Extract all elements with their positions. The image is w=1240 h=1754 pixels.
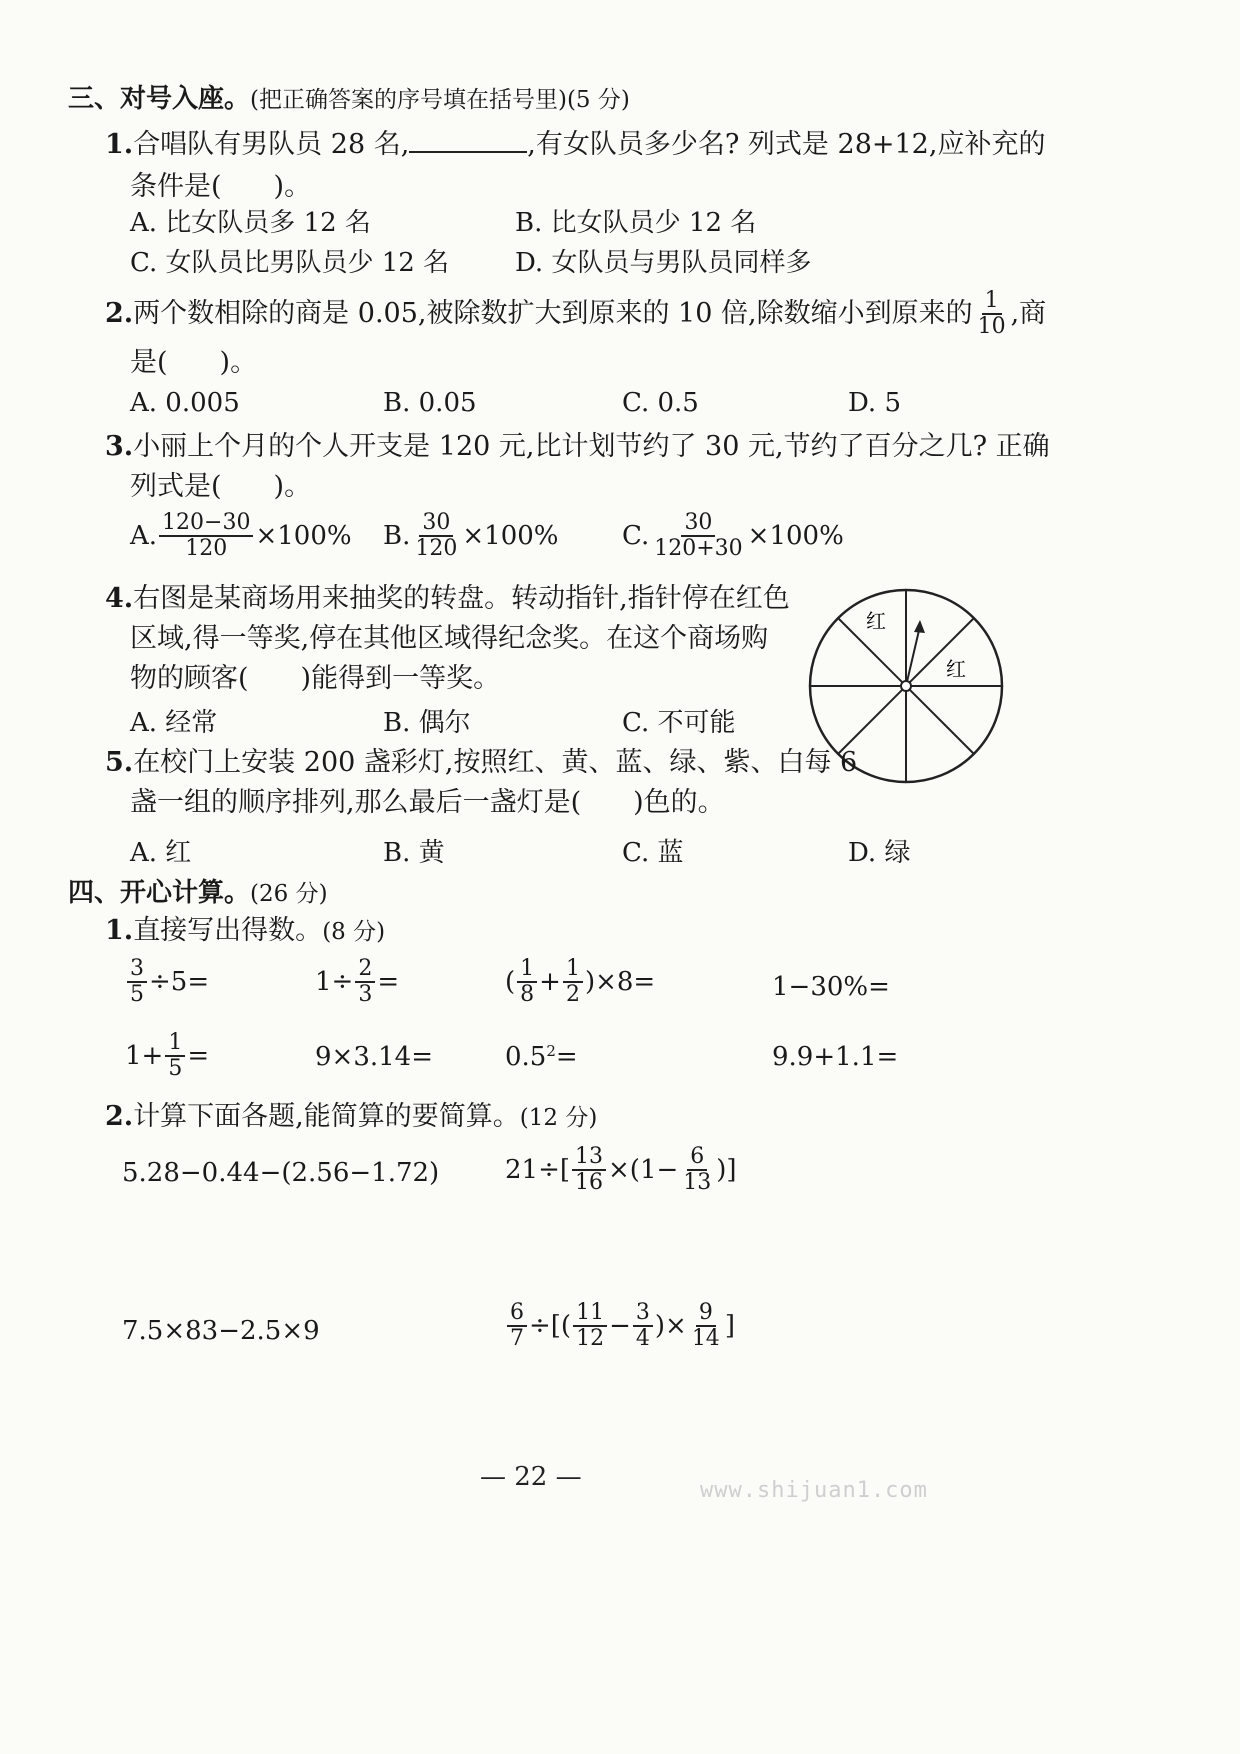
- question-4: [105, 578, 790, 620]
- pointer-pivot: [901, 681, 911, 691]
- option-a: A. 红: [130, 838, 192, 868]
- option-c: C. 0.5: [622, 388, 699, 418]
- quick-calc-5: 1+ $\frac{1}{5}$ =: [125, 1030, 210, 1081]
- part-note: (12 分): [519, 1105, 598, 1131]
- fraction: $\frac{2}{3}$: [355, 958, 375, 1006]
- quick-calc-3: ( $\frac{1}{8}$ + $\frac{1}{2}$ )×8=: [505, 956, 656, 1007]
- question-number: 3.: [105, 431, 134, 462]
- question-text: 条件是(: [130, 171, 222, 202]
- fraction: $\frac{13}{16}$: [572, 1146, 606, 1194]
- fraction: $\frac{1}{2}$: [563, 958, 583, 1006]
- question-text: 列式是(: [130, 471, 222, 502]
- question-text: 右图是某商场用来抽奖的转盘。转动指针,指针停在红色: [133, 583, 790, 614]
- quick-calc-1: $\frac{3}{5}$ ÷5=: [125, 958, 209, 1006]
- question-number: 1.: [105, 129, 134, 160]
- section-4-title: 四、开心计算。: [68, 878, 251, 908]
- option-c: C. $\frac{30}{120+30}$ ×100%: [622, 510, 844, 561]
- question-3: [105, 426, 1050, 468]
- fraction: $\frac{1}{8}$: [517, 958, 537, 1006]
- calc-problem-1: 5.28−0.44−(2.56−1.72): [122, 1158, 440, 1188]
- option-a: A. 经常: [130, 708, 218, 738]
- question-text: 盏一组的顺序排列,那么最后一盏灯是(: [130, 787, 582, 818]
- option-b: B. 黄: [383, 838, 445, 868]
- answer-blank[interactable]: [409, 129, 527, 153]
- fraction: $\frac{11}{12}$: [573, 1302, 607, 1350]
- fraction: $\frac{6}{13}$: [683, 1144, 712, 1195]
- quick-calc-8: 9.9+1.1=: [772, 1042, 899, 1072]
- question-3-line2: [130, 466, 311, 508]
- question-text: )。: [273, 471, 312, 502]
- question-text: 两个数相除的商是 0.05,被除数扩大到原来的 10 倍,除数缩小到原来的: [133, 298, 973, 329]
- option-c: C. 蓝: [622, 838, 684, 868]
- red-sector-label: 红: [946, 657, 966, 681]
- fraction: $\frac{120-30}{120}$: [159, 512, 253, 560]
- red-sector-label: 红: [866, 609, 886, 633]
- calc-problem-2: 21÷[ $\frac{13}{16}$ ×(1− $\frac{6}{13}$ )]: [505, 1144, 737, 1195]
- option-b: B. 比女队员少 12 名: [515, 208, 757, 238]
- option-a: A. $\frac{120-30}{120}$ ×100%: [130, 510, 352, 561]
- question-text: ,商: [1010, 298, 1047, 329]
- option-b: B. $\frac{30}{120}$ ×100%: [383, 510, 559, 561]
- pointer-arrow-icon: [914, 620, 925, 633]
- spinner-pointer: [906, 626, 920, 686]
- page-number: — 22 —: [480, 1462, 582, 1492]
- fraction: $\frac{1}{10}$: [977, 288, 1006, 339]
- quick-calc-7: 0.5 $^2$ =: [505, 1042, 578, 1072]
- section-4-note: (26 分): [250, 881, 328, 907]
- option-a: A. 0.005: [130, 388, 240, 418]
- fraction: $\frac{9}{14}$: [691, 1300, 720, 1351]
- quick-calc-4: 1−30%=: [772, 972, 890, 1002]
- fraction: $\frac{30}{120+30}$: [654, 510, 743, 561]
- section-3-heading: [68, 78, 630, 115]
- question-text: ,有女队员多少名? 列式是 28+12,应补充的: [527, 129, 1046, 160]
- quick-calc-6: 9×3.14=: [315, 1042, 434, 1072]
- question-4-line3: [130, 658, 500, 700]
- option-d: D. 女队员与男队员同样多: [515, 248, 812, 278]
- section-3-note: (把正确答案的序号填在括号里)(5 分): [250, 87, 630, 113]
- option-d: D. 绿: [848, 838, 911, 868]
- question-2: [105, 290, 1046, 338]
- part-title: 直接写出得数。: [133, 915, 323, 946]
- question-1: [105, 124, 1045, 166]
- question-text: 是(: [130, 347, 168, 378]
- question-5: [105, 742, 857, 784]
- option-c: C. 女队员比男队员少 12 名: [130, 248, 450, 278]
- fraction: $\frac{30}{120}$: [415, 510, 458, 561]
- question-text: )能得到一等奖。: [300, 663, 501, 694]
- option-d: D. 5: [848, 388, 901, 418]
- part-2-heading: [105, 1096, 597, 1139]
- option-a: A. 比女队员多 12 名: [130, 208, 371, 238]
- calc-problem-3: 7.5×83−2.5×9: [122, 1316, 320, 1346]
- fraction: $\frac{1}{5}$: [165, 1032, 185, 1080]
- question-text: )。: [219, 347, 258, 378]
- part-number: 2.: [105, 1101, 134, 1132]
- question-number: 5.: [105, 747, 134, 778]
- option-c: C. 不可能: [622, 708, 736, 738]
- question-text: 物的顾客(: [130, 663, 249, 694]
- question-4-line2: 区域,得一等奖,停在其他区域得纪念奖。在这个商场购: [130, 623, 769, 654]
- question-text: 在校门上安装 200 盏彩灯,按照红、黄、蓝、绿、紫、白每 6: [133, 747, 858, 778]
- question-text: )。: [273, 171, 312, 202]
- question-2-line2: [130, 342, 257, 384]
- quick-calc-2: 1÷ $\frac{2}{3}$ =: [315, 956, 400, 1007]
- watermark: www.shijuan1.com: [700, 1478, 928, 1503]
- part-number: 1.: [105, 915, 134, 946]
- option-b: B. 0.05: [383, 388, 477, 418]
- fraction: $\frac{3}{4}$: [633, 1302, 653, 1350]
- question-text: )色的。: [633, 787, 725, 818]
- option-b: B. 偶尔: [383, 708, 471, 738]
- question-text: 小丽上个月的个人开支是 120 元,比计划节约了 30 元,节约了百分之几? 正确: [133, 431, 1050, 462]
- part-title: 计算下面各题,能简算的要简算。: [133, 1101, 520, 1132]
- question-text: 合唱队有男队员 28 名,: [133, 129, 410, 160]
- question-5-line2: [130, 782, 725, 824]
- fraction: $\frac{3}{5}$: [127, 958, 147, 1006]
- fraction: $\frac{6}{7}$: [507, 1302, 527, 1350]
- calc-problem-4: $\frac{6}{7}$ ÷[( $\frac{11}{12}$ − $\frac{3}{4}$ )× $\frac{9}{14}$ ]: [505, 1302, 735, 1350]
- section-4-heading: [68, 872, 328, 909]
- question-number: 4.: [105, 583, 134, 614]
- part-1-heading: [105, 910, 385, 953]
- section-3-title: 三、对号入座。: [68, 84, 251, 114]
- part-note: (8 分): [322, 919, 386, 945]
- question-number: 2.: [105, 298, 134, 329]
